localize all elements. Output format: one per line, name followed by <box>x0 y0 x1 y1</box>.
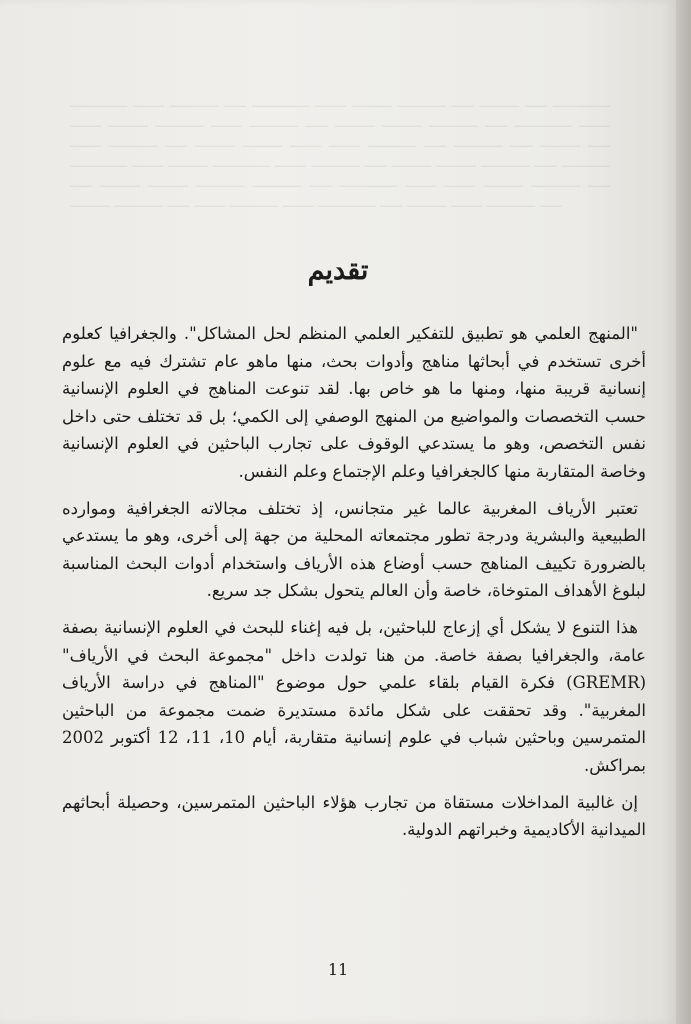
paragraph: "المنهج العلمي هو تطبيق للتفكير العلمي المنظم لحل المشاكل". والجغرافيا كعلوم أخرى تستخدم في أبحاثها مناهج وأدوات بحث، منها ماهو عام تشترك فيه مع علوم إنسانية قريبة منها، ومنها ما هو خاص بها. لقد تنوعت المناهج في العلوم الإنسانية حسب التخصصات والمواضيع من المنهج الوصفي إلى الكمي؛ بل قد تختلف حتى داخل نفس التخصص، وهو ما يستدعي الوقوف على تجارب الباحثين في العلوم الإنسانية وخاصة المتقاربة منها كالجغرافيا وعلم الإجتماع وعلم النفس. <box>62 324 646 481</box>
chapter-title: تقديم <box>307 255 369 287</box>
body-text <box>62 320 646 853</box>
book-spine-edge <box>676 0 691 1024</box>
paragraph: إن غالبية المداخلات مستقاة من تجارب هؤلاء الباحثين المتمرسين، وحصيلة أبحاثهم الميدانية الأكاديمية وخبراتهم الدولية. <box>62 792 646 840</box>
paragraph: تعتبر الأرياف المغربية عالما غير متجانس، إذ تختلف مجالاته الجغرافية وموارده الطبيعية والبشرية ودرجة تطور مجتمعاته المحلية من جهة إلى أخرى، وهو ما يستدعي بالضرورة تكييف المناهج حسب أوضاع هذه الأرياف واستخدام أدوات البحث المناسبة لبلوغ الأهداف المتوخاة، خاصة وأن العالم يتحول بشكل جد سريع. <box>62 498 646 601</box>
paragraph: هذا التنوع لا يشكل أي إزعاج للباحثين، بل فيه إغناء للبحث في العلوم الإنسانية بصفة عامة، والجغرافيا بصفة خاصة. من هنا تولدت داخل "مجموعة البحث في الأرياف" (GREMR) فكرة القيام بلقاء علمي حول موضوع "المناهج في دراسة الأرياف المغربية". وقد تحققت على شكل مائدة مستديرة ضمت مجموعة من الباحثين المتمرسين وباحثين شباب في علوم إنسانية متقاربة، أيام 10، 11، 12 أكتوبر 2002 بمراكش. <box>62 617 647 775</box>
page-number: 11 <box>327 960 349 979</box>
bleed-through-text: ـــــــــــــ ـــــــ ـــــــــــ ـــــ ـــــــــــــ ـــــــ ـــــــــ ـــــــــــ ـــــ ـــــــــ ـــــ ـــــــــــــ ـــــــ ـــــــــ ـــــــــــ ـــــــ ـــــــــــ ـــــ ـــــــــ ـــــــــ ـــــــــــ ـــــ ـــــــــــــ ـــــــ ـــــــ ـــــــــــ ـــــ ـــــــــ ـــــــــ ـــــــ ـــــــ ـــــــــــ ـــــ ـــــــــــ ـــــ ـــــــــ ـــــ ـــــــــــــ ـــــــ ـــــــــ ـــــــــــــ ـــــــ ـــــــــــ ـــــ ـــــــــ ـــــــــ ـــــــــــ ـــــ ـــــــــــ ـــــ ـــــــــ ـــــــــ ـــــــــــ ـــــــــــ ـــــ ـــــــــــــ ـــــــ ـــــــ ـــــــــ ـــــــــــ ـــــ ـــــــــ ـــــــــــ ـــــ ـــــــ ـــــــــــ ـــــــ ـــــــــــــ ـــــ ـــــــــ ـــــــ ـــــــــــ ـــــ <box>70 93 610 211</box>
